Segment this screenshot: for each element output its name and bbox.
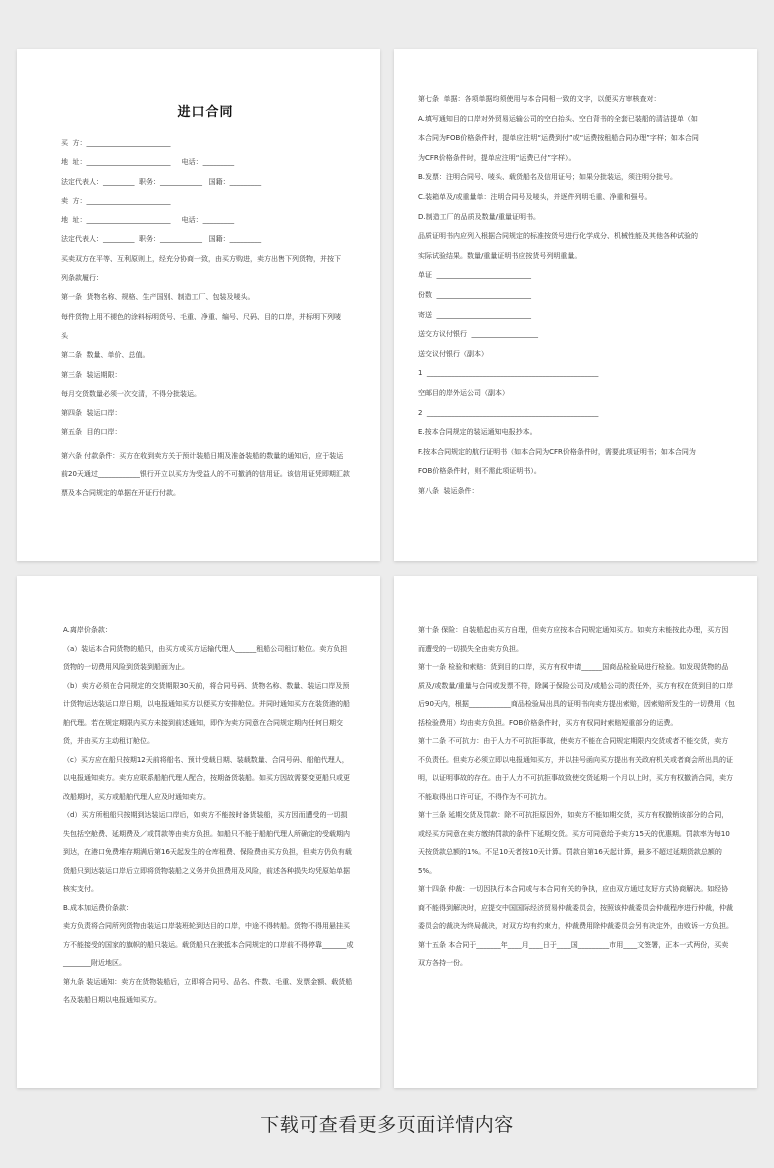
contract-line: 每件货物上用不褪色的涂料标明货号、毛重、净重、编号、尺码、目的口岸，并标明下列唛 bbox=[61, 312, 341, 321]
payment-clause: 第六条 付款条件：买方在收到卖方关于预计装船日期及准备装船的数量的通知后，应于装运前20天通过____________银行开立以买方为受益人的不可撤消的信用证。该信用证凭即期汇款票及本合同规定的单据在开证行付款。 bbox=[61, 451, 350, 497]
shipping-terms-paragraphs bbox=[63, 621, 354, 1010]
download-more-prompt[interactable]: 下载可查看更多页面详情内容 bbox=[260, 1114, 514, 1136]
contract-line: FOB价格条件时，则不需此项证明书）。 bbox=[418, 467, 541, 476]
contract-paragraph: （d）买方所租船只按期到达装运口岸后，如卖方不能按时备货装船，买方因而遭受的一切损失包括空舱费、延期费及／或罚款等由卖方负担。如船只不能于船舶代理人所确定的受载期内到达，在港口免费堆存期满后第16天起发生的仓库租费、保险费由买方负担，但卖方仍负有载货船只到达装运口岸后立即将货物装船之义务并负担费用及风险，前述各种损失均凭原始单据核实支付。 bbox=[63, 811, 352, 893]
contract-line: 空邮目的岸外运公司（副本） bbox=[418, 388, 509, 397]
document-page-1 bbox=[17, 49, 380, 561]
document-page-4 bbox=[394, 576, 757, 1088]
contract-line: 法定代表人：_________ 职务：____________ 国籍：_________ bbox=[61, 177, 262, 186]
contract-line: 第五条 目的口岸： bbox=[61, 428, 122, 437]
contract-line: 地 址：________________________ 电话：_________ bbox=[61, 158, 235, 167]
contract-line: 第七条 单据：各项单据均须使用与本合同相一致的文字，以便买方审核查对： bbox=[418, 95, 661, 103]
contract-line: E.按本合同规定的装运通知电报抄本。 bbox=[418, 428, 537, 437]
contract-line: 为CFR价格条件时，提单应注明“运费已付”字样）。 bbox=[418, 153, 576, 162]
contract-line: 卖 方：________________________ bbox=[61, 196, 171, 205]
contract-line: 第一条 货物名称、规格、生产国别、制造工厂、包装及唛头。 bbox=[61, 293, 255, 302]
contract-paragraph: 第十三条 延期交货及罚款：除不可抗拒原因外，如卖方不能如期交货，买方有权撤销该部分的合同，或经买方同意在卖方缴纳罚款的条件下延期交货。买方可同意给予卖方15天的优惠期。罚款率为每10天按货款总额的1%。不足10天者按10天计算。罚款自第16天起计算，最多不超过延期货款总额的5%。 bbox=[418, 811, 730, 875]
contract-paragraph: （b）卖方必须在合同规定的交货期限30天前，将合同号码、货物名称、数量、装运口岸及预计货物运达装运口岸日期，以电报通知买方以便买方安排舱位。并同时通知买方在装货港的船舶代理。若在规定期限内买方未接到前述通知，即作为卖方同意在合同规定期内任何日期交货，并由买方主动租订舱位。 bbox=[63, 681, 350, 745]
contract-paragraph: 第十二条 不可抗力：由于人力不可抗拒事故，使卖方不能在合同规定期限内交货或者不能交货，卖方不负责任。但卖方必须立即以电报通知买方，并以挂号函向买方提出有关政府机关或者商会所出具的证明，以证明事故的存在。由于人力不可抗拒事故致使交货延期一个月以上时，买方有权撤消合同，卖方不能取得出口许可证，不得作为不可抗力。 bbox=[418, 737, 733, 801]
contract-line: D.制造工厂的品质及数量/重量证明书。 bbox=[418, 212, 540, 221]
contract-header-lines bbox=[61, 138, 350, 437]
contract-line: 份数 ___________________________ bbox=[418, 290, 531, 299]
contract-title: 进口合同 bbox=[177, 105, 234, 120]
contract-paragraph: 第十四条 仲裁：一切因执行本合同或与本合同有关的争执，应由双方通过友好方式协商解决。如经协商不能得到解决时，应提交中国国际经济贸易仲裁委员会，按照该仲裁委员会仲裁程序进行仲裁，仲裁委员会的裁决为终局裁决，对双方均有约束力，仲裁费用除仲裁委员会另有决定外，由败诉一方负担。 bbox=[418, 885, 733, 930]
contract-paragraph: 第九条 装运通知：卖方在货物装船后，立即将合同号、品名、件数、毛重、发票金额、载货船名及装船日期以电报通知买方。 bbox=[63, 977, 353, 1004]
contract-line: B.发票：注明合同号、唛头、载货船名及信用证号；如果分批装运，须注明分批号。 bbox=[418, 173, 678, 182]
contract-line: 买 方：________________________ bbox=[61, 139, 171, 147]
contract-paragraph: （a）装运本合同货物的船只，由买方或买方运输代理人______租船公司租订舱位。卖方负担货物的一切费用风险到货装到船面为止。 bbox=[63, 644, 348, 671]
contract-line: 1 _________________________________________________ bbox=[418, 369, 599, 378]
contract-line: A.填写通知目的口岸对外贸易运输公司的空白抬头、空白背书的全套已装船的清洁提单（如 bbox=[418, 114, 698, 123]
contract-line: 送交方议付银行 ___________________ bbox=[418, 330, 538, 339]
contract-paragraph: B.成本加运费价条款： bbox=[63, 903, 134, 912]
contract-line: 列条款履行： bbox=[61, 274, 103, 283]
contract-line: 第二条 数量、单价、总值。 bbox=[61, 351, 150, 360]
contract-line: 头 bbox=[61, 331, 68, 340]
contract-paragraph: （c）买方应在船只按期12天前将船名、预计受载日期、装载数量、合同号码、船舶代理人，以电报通知卖方。卖方应联系船舶代理人配合，按期备货装船。如买方因故需要变更船只或更改船期时，买方或船舶代理人应及时通知卖方。 bbox=[63, 755, 350, 801]
contract-paragraph: 第十条 保险：自装船起由买方自理，但卖方应按本合同规定通知买方。如卖方未能按此办理，买方因而遭受的一切损失全由卖方负担。 bbox=[418, 626, 729, 653]
contract-line: 寄送 ___________________________ bbox=[418, 310, 531, 319]
document-page-2 bbox=[394, 49, 757, 561]
contract-paragraph: A.离岸价条款： bbox=[63, 626, 112, 634]
contract-paragraph: 第十五条 本合同于_______年____月____日于____国_________市用____文签署，正本一式两份，买卖双方各持一份。 bbox=[418, 940, 729, 967]
contract-line: 品质证明书内应列入根据合同规定的标准按货号进行化学成分、机械性能及其他各种试验的 bbox=[418, 232, 698, 241]
contract-line: 第四条 装运口岸： bbox=[61, 409, 122, 418]
contract-line: 送交议付银行（副本） bbox=[418, 349, 488, 358]
documents-clause-lines bbox=[418, 94, 733, 496]
contract-line: 第三条 装运期限： bbox=[61, 370, 122, 379]
contract-line: F.按本合同规定的航行证明书（如本合同为CFR价格条件时，需要此项证明书；如本合同为 bbox=[418, 447, 696, 456]
contract-paragraph: 第十一条 检验和索赔：货到目的口岸，买方有权申请______国商品检验局进行检验。如发现货物的品质及/或数量/重量与合同或发票不符，除属于保险公司及/或船公司的责任外，买方有权在货到目的口岸后90天内，根据____________商品检验局出具的证明书向卖方提出索赔，因索赔所发生的一切费用（包括检验费用）均由卖方负担。FOB价格条件时，买方有权同时索赔短重部分的运费。 bbox=[418, 663, 735, 727]
insurance-arbitration-paragraphs bbox=[418, 621, 735, 973]
contract-line: 每月交货数量必须一次交清，不得分批装运。 bbox=[61, 389, 201, 398]
contract-line: 单证 ___________________________ bbox=[418, 271, 531, 280]
contract-line: 2 _________________________________________________ bbox=[418, 408, 599, 417]
contract-line: 地 址：________________________ 电话：_________ bbox=[61, 216, 235, 225]
document-page-3 bbox=[17, 576, 380, 1088]
contract-line: 第八条 装运条件： bbox=[418, 486, 479, 495]
contract-line: C.装箱单及/或重量单：注明合同号及唛头，并逐件列明毛重、净重和强号。 bbox=[418, 192, 652, 201]
contract-line: 买卖双方在平等、互利原则上，经充分协商一致，由买方购进，卖方出售下列货物，并按下 bbox=[61, 254, 341, 263]
contract-paragraph: 卖方负责将合同所列货物由装运口岸装班轮到达目的口岸，中途不得转船。货物不得用悬挂买方不能接受的国家的旗帜的船只装运。载货船只在驶抵本合同规定的口岸前不得停靠_______或________附近地区。 bbox=[63, 922, 354, 967]
contract-line: 法定代表人：_________ 职务：____________ 国籍：_________ bbox=[61, 235, 262, 244]
contract-line: 实际试验结果。数量/重量证明书应按货号列明重量。 bbox=[418, 251, 582, 260]
contract-line: 本合同为FOB价格条件时，提单应注明“运费到付”或“运费按租船合同办理”字样；如本合同 bbox=[418, 134, 699, 143]
